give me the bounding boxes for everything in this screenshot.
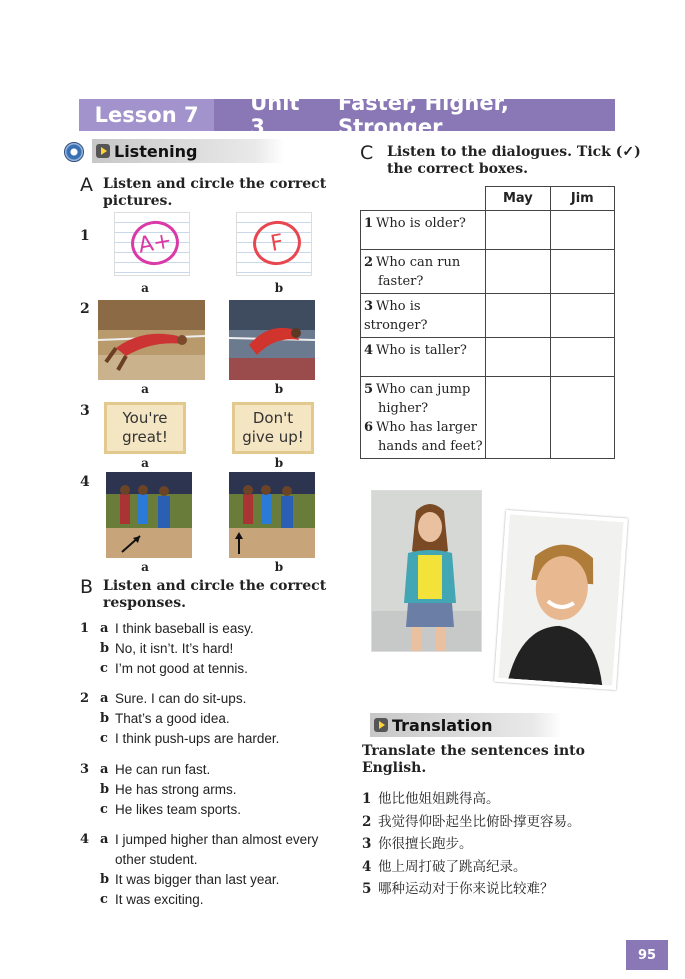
sign-b-line1: Don't [252, 409, 294, 427]
high-jump-photo-b[interactable] [229, 300, 315, 380]
option-text[interactable]: I think baseball is easy. [115, 621, 254, 636]
sign-a-image[interactable] [104, 402, 186, 454]
part-b-letter: B [80, 576, 94, 598]
part-a-item-2-number: 2 [80, 301, 90, 317]
option-text[interactable]: He has strong arms. [115, 782, 237, 797]
option-letter: c [100, 731, 108, 746]
part-c-instruction-line2: the correct boxes. [387, 161, 528, 177]
part-c-instruction [387, 144, 641, 178]
option-letter: a [100, 691, 109, 706]
page-number: 95 [626, 940, 668, 970]
option-letter: a [100, 621, 109, 636]
option-text[interactable]: I’m not good at tennis. [115, 661, 248, 676]
table-row [361, 294, 615, 338]
item-2-label-b: b [274, 382, 284, 396]
part-b-question-1 [80, 619, 340, 681]
tick-box-may-2[interactable] [486, 250, 550, 294]
option-letter: c [100, 892, 108, 907]
item-4-label-a: a [141, 560, 149, 574]
list-item: 5 哪种运动对于你来说比较难？ [362, 881, 554, 897]
option-text[interactable]: I think push-ups are harder. [115, 731, 280, 746]
option-letter: a [100, 762, 109, 777]
option-text[interactable]: It was exciting. [115, 892, 204, 907]
option-text[interactable]: Sure. I can do sit-ups. [115, 691, 247, 706]
listening-heading [92, 139, 284, 163]
girl-photo [371, 490, 482, 652]
part-c-instruction-line1: Listen to the dialogues. Tick (✓) [387, 144, 641, 160]
column-header-may: May [486, 187, 550, 211]
sign-a-line2: great! [122, 428, 168, 446]
translation-instruction [362, 743, 585, 777]
unit-label: Unit 3 [250, 91, 300, 139]
item-1-label-a: a [141, 281, 149, 295]
translation-instruction-line2: English. [362, 760, 427, 776]
audio-cd-icon [64, 142, 84, 162]
translation-instruction-line1: Translate the sentences into [362, 743, 585, 759]
high-jump-photo-a[interactable] [98, 300, 205, 380]
unit-title: Faster, Higher, Stronger [337, 91, 509, 139]
listening-heading-text: Listening [114, 141, 198, 161]
part-a-instruction-line2: pictures. [103, 193, 173, 209]
tick-box-jim-3[interactable] [550, 294, 614, 338]
race-photo-a[interactable] [106, 472, 192, 558]
play-icon [374, 718, 388, 732]
grade-f: F [250, 217, 305, 269]
table-row [361, 211, 615, 250]
option-letter: b [100, 711, 110, 726]
question-number: 3 [80, 762, 90, 777]
translation-heading [370, 713, 562, 737]
sign-b-line2: give up! [242, 428, 304, 446]
option-text[interactable]: I jumped higher than almost every [115, 832, 319, 847]
item-3-label-a: a [141, 456, 149, 470]
question-cell: 2 Who can run faster? [361, 250, 486, 294]
option-letter: c [100, 661, 108, 676]
option-text[interactable]: That’s a good idea. [115, 711, 230, 726]
part-b-question-4 [80, 830, 350, 912]
question-number: 4 [80, 832, 90, 847]
option-letter: c [100, 802, 108, 817]
part-a-item-4-number: 4 [80, 474, 90, 490]
tick-box-may-5[interactable] [486, 377, 550, 459]
option-text-continued[interactable]: other student. [115, 852, 198, 867]
sign-a-line1: You're [122, 409, 168, 427]
tick-box-jim-2[interactable] [550, 250, 614, 294]
list-item: 1 他比他姐姐跳得高。 [362, 791, 500, 807]
part-a-item-1-number: 1 [80, 228, 90, 244]
item-1-label-b: b [274, 281, 284, 295]
part-a-item-3-number: 3 [80, 403, 90, 419]
tick-box-jim-5[interactable] [550, 377, 614, 459]
boy-photo [494, 510, 628, 690]
item-4-label-b: b [274, 560, 284, 574]
part-b-instruction-line2: responses. [103, 595, 187, 611]
race-photo-b[interactable] [229, 472, 315, 558]
table-row [361, 377, 615, 459]
option-letter: a [100, 832, 109, 847]
tick-box-may-4[interactable] [486, 338, 550, 377]
part-c-letter: C [360, 142, 374, 164]
graded-paper-a-image[interactable] [114, 212, 190, 276]
sign-b-image[interactable] [232, 402, 314, 454]
tick-box-may-1[interactable] [486, 211, 550, 250]
tick-table [360, 186, 615, 459]
column-header-jim: Jim [550, 187, 614, 211]
question-cell: 3 Who is stronger? [361, 294, 486, 338]
part-b-question-3 [80, 760, 340, 822]
question-cell: 4 Who is taller? [361, 338, 486, 377]
table-row [361, 250, 615, 294]
part-a-letter: A [80, 174, 93, 196]
option-text[interactable]: No, it isn’t. It’s hard! [115, 641, 234, 656]
option-text[interactable]: He likes team sports. [115, 802, 242, 817]
option-text[interactable]: He can run fast. [115, 762, 211, 777]
list-item: 4 他上周打破了跳高纪录。 [362, 858, 527, 875]
play-icon [96, 144, 110, 158]
question-number: 2 [80, 691, 90, 706]
lesson-label: Lesson 7 [79, 99, 214, 131]
option-letter: b [100, 872, 110, 887]
grade-a-plus: A+ [128, 217, 183, 269]
lesson-banner [79, 91, 615, 139]
question-cell: 5 Who can jump higher? 6 Who has larger hands and feet? [361, 377, 486, 459]
tick-box-jim-4[interactable] [550, 338, 614, 377]
item-3-label-b: b [274, 456, 284, 470]
list-item: 2 我觉得仰卧起坐比俯卧撑更容易。 [362, 813, 581, 830]
question-cell: 1 Who is older? [361, 211, 486, 250]
translation-heading-text: Translation [392, 715, 493, 735]
part-a-instruction-line1: Listen and circle the correct [103, 176, 327, 192]
part-b-question-2 [80, 689, 340, 751]
part-b-instruction [103, 578, 326, 612]
part-a-instruction [103, 176, 326, 210]
part-b-instruction-line1: Listen and circle the correct [103, 578, 327, 594]
translation-list [362, 788, 581, 901]
item-2-label-a: a [141, 382, 149, 396]
tick-box-may-3[interactable] [486, 294, 550, 338]
list-item: 3 你很擅长跑步。 [362, 836, 473, 852]
option-letter: b [100, 782, 110, 797]
graded-paper-b-image[interactable] [236, 212, 312, 276]
question-number: 1 [80, 621, 90, 636]
option-text[interactable]: It was bigger than last year. [115, 872, 280, 887]
table-row [361, 338, 615, 377]
tick-box-jim-1[interactable] [550, 211, 614, 250]
option-letter: b [100, 641, 110, 656]
